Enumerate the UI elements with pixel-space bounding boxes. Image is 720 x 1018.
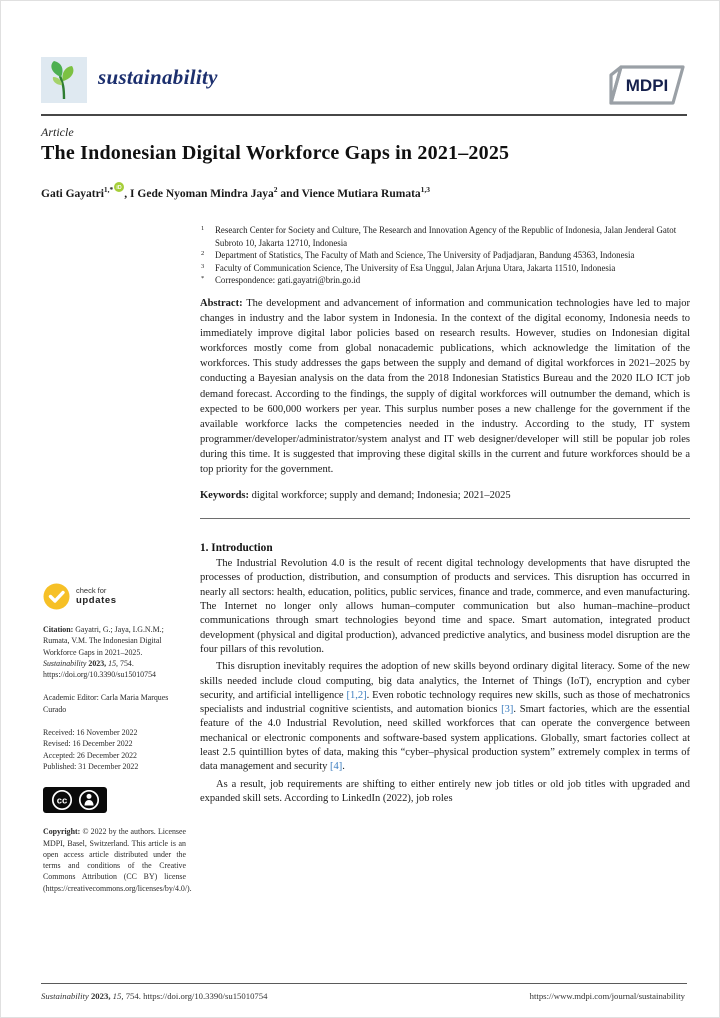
author-2: I Gede Nyoman Mindra Jaya: [130, 187, 274, 200]
cc-by-license-badge[interactable]: [43, 787, 107, 813]
history-revised: Revised: 16 December 2022: [43, 739, 133, 749]
footer-divider: [41, 983, 687, 984]
journal-name: sustainability: [98, 65, 218, 89]
citation-label: Citation:: [43, 625, 74, 634]
history-accepted: Accepted: 26 December 2022: [43, 750, 137, 760]
affiliation-1: 1 Research Center for Society and Culture, The Research and Innovation Agency of the Republic of Indonesia, Jalan Jenderal Gatot Subroto 10, Jakarta 12710, Indonesia: [201, 225, 677, 248]
header-divider: [41, 114, 687, 116]
author-1-affil-sup: 1,*: [103, 185, 114, 194]
abstract: Abstract: The development and advancement of information and communication technologies have led to major changes in industry and the labor system in Indonesia. In the context of the digital economy, Indonesia needs to immediately improve digital labor policies based on research results. However, studies on Indonesian digital workforces mostly come from global nonacademic publications, which acknowledge the limitation of the workforces. This study addresses the gaps between the supply and demand of digital workforces in 2021–2025 by conducting a Bayesian analysis on the data from the 2018 Indonesian Statistics Bureau and the 2020 ILO ICT job demand forecast. According to the findings, the supply of digital workforces will outnumber the demand, which is expected to be 600,000 workers per year. This surplus number poses a new challenge for the government if the available workforce lacks the competencies needed in the industry. According to the study, IT system programmer/developer/administrator/system analyst and IT web designer/developer will still be popular job roles during this time. It is suggested that improving these digital skills in the current and future workforces should be a top priority for the government.: [200, 297, 690, 475]
affiliation-3: 3 Faculty of Communication Science, The University of Esa Unggul, Jalan Arjuna Utara, Jakarta 11510, Indonesia: [201, 262, 616, 273]
plant-icon: [41, 57, 87, 103]
citation-block: Citation: Gayatri, G.; Jaya, I.G.N.M.; Rumata, V.M. The Indonesian Digital Workforce Gaps in 2021–2025. Sustainability 2023, 15, 754. https://doi.org/10.3390/su15010754: [43, 625, 164, 680]
copyright-block: Copyright: © 2022 by the authors. Licensee MDPI, Basel, Switzerland. This article is an open access article distributed under the terms and conditions of the Creative Commons Attribution (CC BY) license (https://creativecommons.org/licenses/by/4.0/).: [43, 827, 192, 893]
citation-ref[interactable]: [3]: [501, 704, 514, 716]
section-heading-introduction: 1. Introduction: [200, 542, 273, 555]
check-for-updates-label: check for updates: [76, 586, 117, 606]
correspondence-email-link[interactable]: gati.gayatri@brin.go.id: [277, 275, 361, 286]
abstract-label: Abstract:: [200, 297, 243, 309]
intro-paragraph-1: The Industrial Revolution 4.0 is the result of recent digital technology developments that have disrupted the processes of production, distribution, and consumption of products and services. This disruption has occurred in nearly all sectors: health, education, politics, public services, finance and trade, commerce, and even manufacturing. The Internet no longer only allows human–computer communication but also human–machine–product communications through smart technologies beyond time and space. Smart automation, integrated product development (physical and digital production), advanced predictive analytics, and business model disruption are the four pillars of this revolution.: [200, 558, 690, 655]
history-received: Received: 16 November 2022: [43, 728, 138, 738]
footer-doi-link[interactable]: https://doi.org/10.3390/su15010754: [143, 991, 268, 1001]
check-for-updates-badge[interactable]: [43, 583, 139, 610]
copyright-label: Copyright:: [43, 827, 81, 837]
correspondence-row: * Correspondence: gati.gayatri@brin.go.id: [201, 275, 361, 286]
svg-text:cc: cc: [56, 795, 67, 807]
sidebar: [43, 583, 192, 894]
intro-paragraph-2: This disruption inevitably requires the adoption of new skills beyond ordinary digital literacy. Some of the new skills needed include cloud computing, big data analytics, the Internet of Things (IoT), encryption and cyber security, and artificial intelligence [1,2]. Even robotic technology requires new skills, such as those of mechatronics specialists and industrial cognitive scientists, and automation bionics [3]. Smart factories, which are the essential feature of the 4.0 Industrial Revolution, need skilled workforces that can operate the convergence between mechanical or electronic components and software-based system applications. Globally, smart factories collect at least 2.5 quintillion bytes of data, making this “cyber–physical production system” extremely complex in terms of data management and security [4].: [200, 661, 690, 773]
author-3: Vience Mutiara Rumata: [301, 187, 421, 200]
citation-ref[interactable]: [4]: [330, 761, 343, 773]
citation-doi-link[interactable]: https://doi.org/10.3390/su15010754: [43, 670, 156, 680]
keywords-label: Keywords:: [200, 490, 249, 502]
academic-editor: Academic Editor: Carla Maria Marques Curado: [43, 693, 169, 714]
citation-ref[interactable]: [1,2]: [346, 689, 367, 701]
journal-logo: [41, 57, 87, 103]
cc-icon: [51, 789, 73, 811]
mdpi-box-icon: [607, 61, 687, 109]
history-published: Published: 31 December 2022: [43, 761, 139, 771]
authors-line: Gati Gayatri$^{1,*}$ iD , I Gede Nyoman Mindra Jaya$^2$ and Vience Mutiara Rumata$^{1,3}$: [41, 182, 689, 200]
check-icon: [43, 583, 70, 610]
author-2-affil-sup: 2: [273, 185, 278, 194]
affiliation-2: 2 Department of Statistics, The Faculty of Math and Science, The University of Padjadjaran, Bandung 45363, Indonesia: [201, 250, 635, 261]
keywords-divider: [200, 518, 690, 519]
cc-by-person-icon: [78, 789, 100, 811]
footer-citation: Sustainability 2023, 15, 754. https://doi.org/10.3390/su15010754: [41, 991, 268, 1001]
mdpi-logo: [607, 61, 687, 109]
author-3-affil-sup: 1,3: [420, 185, 431, 194]
keywords: Keywords: digital workforce; supply and demand; Indonesia; 2021–2025: [200, 490, 511, 502]
page-title: The Indonesian Digital Workforce Gaps in 2021–2025: [41, 142, 510, 164]
article-history: [43, 727, 186, 772]
main-column: [200, 224, 690, 806]
footer-journal-url[interactable]: https://www.mdpi.com/journal/sustainability: [529, 991, 685, 1001]
orcid-icon[interactable]: [114, 182, 124, 192]
svg-text:MDPI: MDPI: [625, 76, 669, 95]
intro-paragraph-3: As a result, job requirements are shifting to either entirely new job titles or old job titles with upgraded and expanded skill sets. According to LinkedIn (2022), job roles: [200, 778, 690, 804]
author-1: Gati Gayatri: [41, 187, 104, 200]
svg-text:iD: iD: [116, 185, 122, 192]
article-type-label: Article: [41, 125, 74, 139]
